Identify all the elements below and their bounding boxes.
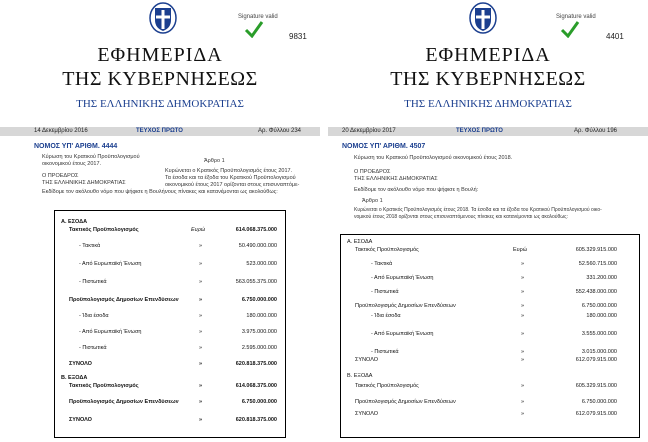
- row-unit: Ευρώ: [513, 247, 528, 253]
- row-label: Α. ΕΣΟΔΑ: [347, 239, 373, 245]
- row-unit: »: [199, 399, 203, 405]
- row-label: - Ίδια έσοδα: [79, 313, 109, 319]
- row-label: - Τακτικά: [79, 243, 101, 249]
- article-text-line-1: Κυρώνεται ο Κρατικός Προϋπολογισμός έτους 2017.: [165, 168, 293, 174]
- row-unit: »: [521, 331, 525, 337]
- table-row: [341, 313, 639, 321]
- row-label: - Πιστωτικά: [79, 345, 107, 351]
- article-text-line-3: οικονομικού έτους 2017 ορίζονται στους επισυναπτόμε-: [165, 182, 300, 188]
- issue-date: 14 Δεκεμβρίου 2016: [34, 128, 88, 134]
- table-row: [55, 383, 285, 391]
- table-row: [341, 383, 639, 391]
- table-row: [341, 275, 639, 283]
- table-row: [55, 261, 285, 269]
- signature-check-icon: [560, 20, 580, 43]
- row-value: 331.200.000: [586, 275, 617, 281]
- page-number: 9831: [289, 32, 307, 41]
- row-unit: »: [199, 345, 203, 351]
- row-unit: »: [521, 313, 525, 319]
- signature-valid-label: Signature valid: [556, 14, 596, 20]
- row-unit: »: [199, 261, 203, 267]
- row-value: 180.000.000: [586, 313, 617, 319]
- row-unit: »: [521, 411, 525, 417]
- row-label: Προϋπολογισμός Δημοσίων Επενδύσεων: [69, 399, 179, 405]
- table-row: [55, 219, 285, 227]
- row-value: 6.750.000.000: [241, 297, 277, 303]
- table-row: [55, 375, 285, 383]
- row-value: 3.975.000.000: [241, 329, 277, 335]
- row-unit: »: [199, 417, 203, 423]
- row-label: - Από Ευρωπαϊκή Ένωση: [371, 275, 434, 281]
- row-label: - Πιστωτικά: [371, 289, 399, 295]
- table-row: [55, 345, 285, 353]
- table-row: [341, 239, 639, 247]
- row-value: 612.079.915.000: [575, 357, 617, 363]
- row-value: 620.818.375.000: [235, 417, 277, 423]
- row-value: 552.438.000.000: [575, 289, 617, 295]
- law-title: ΝΟΜΟΣ ΥΠ' ΑΡΙΘΜ. 4444: [34, 143, 118, 150]
- article-text-line-2: νομικού έτους 2018 ορίζονται στους επισυναπτόμενους πίνακες και κατανέμονται ως ακολούθως:: [354, 214, 568, 220]
- table-row: [341, 289, 639, 297]
- masthead-line-3: ΤΗΣ ΕΛΛΗΝΙΚΗΣ ΔΗΜΟΚΡΑΤΙΑΣ: [404, 98, 572, 110]
- row-value: 3.555.000.000: [581, 331, 617, 337]
- law-subject-line-1: Κύρωση του Κρατικού Προϋπολογισμού οικονομικού έτους 2018.: [354, 155, 513, 161]
- row-label: ΣΥΝΟΛΟ: [355, 411, 379, 417]
- row-value: 50.490.000.000: [238, 243, 277, 249]
- row-unit: »: [521, 349, 525, 355]
- table-row: [55, 243, 285, 251]
- table-row: [341, 357, 639, 365]
- gazette-page-2017: [328, 0, 648, 442]
- article-text-line-1: Κυρώνεται ο Κρατικός Προϋπολογισμός έτους 2018. Τα έσοδα και τα έξοδα του Κρατικού Προϋπολογισμού οικο-: [354, 207, 602, 213]
- greek-coat-of-arms-icon: [468, 2, 498, 39]
- budget-table: [54, 210, 286, 438]
- article-heading: Άρθρο 1: [362, 198, 383, 204]
- row-label: - Τακτικά: [371, 261, 393, 267]
- row-unit: »: [199, 243, 203, 249]
- table-row: [341, 247, 639, 255]
- table-row: [55, 297, 285, 305]
- row-unit: »: [521, 303, 525, 309]
- president-line-1: Ο ΠΡΟΕΔΡΟΣ: [354, 169, 391, 175]
- masthead-line-3: ΤΗΣ ΕΛΛΗΝΙΚΗΣ ΔΗΜΟΚΡΑΤΙΑΣ: [76, 98, 244, 110]
- issue-sheet-number: Αρ. Φύλλου 196: [574, 128, 618, 134]
- row-value: 6.750.000.000: [581, 399, 617, 405]
- row-label: Α. ΕΣΟΔΑ: [61, 219, 88, 225]
- row-label: ΣΥΝΟΛΟ: [69, 417, 92, 423]
- gazette-page-2016: [0, 0, 320, 442]
- budget-table: [340, 234, 640, 438]
- row-label: Β. ΕΞΟΔΑ: [61, 375, 88, 381]
- row-unit: »: [199, 279, 203, 285]
- row-unit: Ευρώ: [191, 227, 206, 233]
- masthead-line-2: ΤΗΣ ΚΥΒΕΡΝΗΣΕΩΣ: [390, 68, 586, 90]
- row-value: 612.079.915.000: [575, 411, 617, 417]
- row-unit: »: [199, 329, 203, 335]
- issue-date: 20 Δεκεμβρίου 2017: [342, 128, 396, 134]
- row-label: - Πιστωτικά: [79, 279, 107, 285]
- row-label: Β. ΕΞΟΔΑ: [347, 373, 373, 379]
- table-row: [341, 373, 639, 381]
- table-row: [341, 331, 639, 339]
- row-unit: »: [199, 383, 203, 389]
- page-number: 4401: [606, 32, 624, 41]
- row-value: 52.560.715.000: [578, 261, 617, 267]
- row-label: ΣΥΝΟΛΟ: [355, 357, 379, 363]
- table-row: [55, 279, 285, 287]
- signature-check-icon: [244, 20, 264, 43]
- row-value: 563.055.375.000: [235, 279, 277, 285]
- row-value: 6.750.000.000: [581, 303, 617, 309]
- row-value: 605.329.915.000: [575, 383, 617, 389]
- law-title: ΝΟΜΟΣ ΥΠ' ΑΡΙΘΜ. 4507: [342, 143, 426, 150]
- table-row: [341, 399, 639, 407]
- article-text-line-4: νους πίνακες και κατανέμονται ως ακολούθως:: [165, 189, 278, 195]
- masthead-line-2: ΤΗΣ ΚΥΒΕΡΝΗΣΕΩΣ: [62, 68, 258, 90]
- row-label: - Από Ευρωπαϊκή Ένωση: [79, 329, 142, 335]
- issue-type: ΤΕΥΧΟΣ ΠΡΩΤΟ: [136, 128, 183, 134]
- row-value: 620.818.375.000: [235, 361, 277, 367]
- president-line-1: Ο ΠΡΟΕΔΡΟΣ: [42, 173, 79, 179]
- table-row: [55, 361, 285, 369]
- issue-sheet-number: Αρ. Φύλλου 234: [258, 128, 302, 134]
- article-heading: Άρθρο 1: [204, 158, 225, 164]
- row-unit: »: [521, 399, 525, 405]
- table-row: [341, 349, 639, 357]
- row-value: 523.000.000: [246, 261, 277, 267]
- issue-type: ΤΕΥΧΟΣ ΠΡΩΤΟ: [456, 128, 503, 134]
- row-unit: »: [521, 261, 525, 267]
- row-label: - Από Ευρωπαϊκή Ένωση: [79, 261, 142, 267]
- row-label: Προϋπολογισμός Δημοσίων Επενδύσεων: [355, 303, 456, 309]
- masthead-line-1: ΕΦΗΜΕΡΙΔΑ: [425, 44, 551, 66]
- row-value: 6.750.000.000: [241, 399, 277, 405]
- table-row: [55, 399, 285, 407]
- row-unit: »: [199, 361, 203, 367]
- row-label: - Πιστωτικά: [371, 349, 399, 355]
- article-text-line-2: Τα έσοδα και τα έξοδα του Κρατικού Προϋπολογισμού: [165, 175, 296, 181]
- row-unit: »: [521, 357, 525, 363]
- row-unit: »: [521, 289, 525, 295]
- table-row: [55, 313, 285, 321]
- row-unit: »: [199, 297, 203, 303]
- row-value: 614.068.375.000: [235, 227, 277, 233]
- table-row: [341, 303, 639, 311]
- row-label: Τακτικός Προϋπολογισμός: [355, 383, 419, 389]
- promulgation-text: Εκδίδομε τον ακόλουθο νόμο που ψήφισε η Βουλή:: [42, 189, 167, 195]
- table-row: [55, 227, 285, 235]
- law-subject-line-2: οικονομικού έτους 2017.: [42, 161, 102, 167]
- signature-valid-label: Signature valid: [238, 14, 278, 20]
- row-unit: »: [521, 383, 525, 389]
- president-line-2: ΤΗΣ ΕΛΛΗΝΙΚΗΣ ΔΗΜΟΚΡΑΤΙΑΣ: [42, 180, 126, 186]
- table-row: [341, 411, 639, 419]
- masthead-line-1: ΕΦΗΜΕΡΙΔΑ: [97, 44, 223, 66]
- row-label: ΣΥΝΟΛΟ: [69, 361, 92, 367]
- president-line-2: ΤΗΣ ΕΛΛΗΝΙΚΗΣ ΔΗΜΟΚΡΑΤΙΑΣ: [354, 176, 438, 182]
- row-label: Τακτικός Προϋπολογισμός: [355, 247, 419, 253]
- row-label: Τακτικός Προϋπολογισμός: [69, 383, 139, 389]
- row-value: 605.329.915.000: [575, 247, 617, 253]
- row-label: - Ίδια έσοδα: [371, 313, 401, 319]
- row-label: - Από Ευρωπαϊκή Ένωση: [371, 331, 434, 337]
- table-row: [55, 417, 285, 425]
- row-unit: »: [199, 313, 203, 319]
- row-label: Τακτικός Προϋπολογισμός: [69, 227, 139, 233]
- row-unit: »: [521, 275, 525, 281]
- table-row: [55, 329, 285, 337]
- greek-coat-of-arms-icon: [148, 2, 178, 39]
- law-subject-line-1: Κύρωση του Κρατικού Προϋπολογισμού: [42, 154, 140, 160]
- row-value: 180.000.000: [246, 313, 277, 319]
- table-row: [341, 261, 639, 269]
- row-label: Προϋπολογισμός Δημοσίων Επενδύσεων: [69, 297, 179, 303]
- row-value: 614.068.375.000: [235, 383, 277, 389]
- row-value: 3.015.000.000: [581, 349, 617, 355]
- row-value: 2.595.000.000: [241, 345, 277, 351]
- promulgation-text: Εκδίδομε τον ακόλουθο νόμο που ψήφισε η Βουλή:: [354, 187, 479, 193]
- row-label: Προϋπολογισμός Δημοσίων Επενδύσεων: [355, 399, 456, 405]
